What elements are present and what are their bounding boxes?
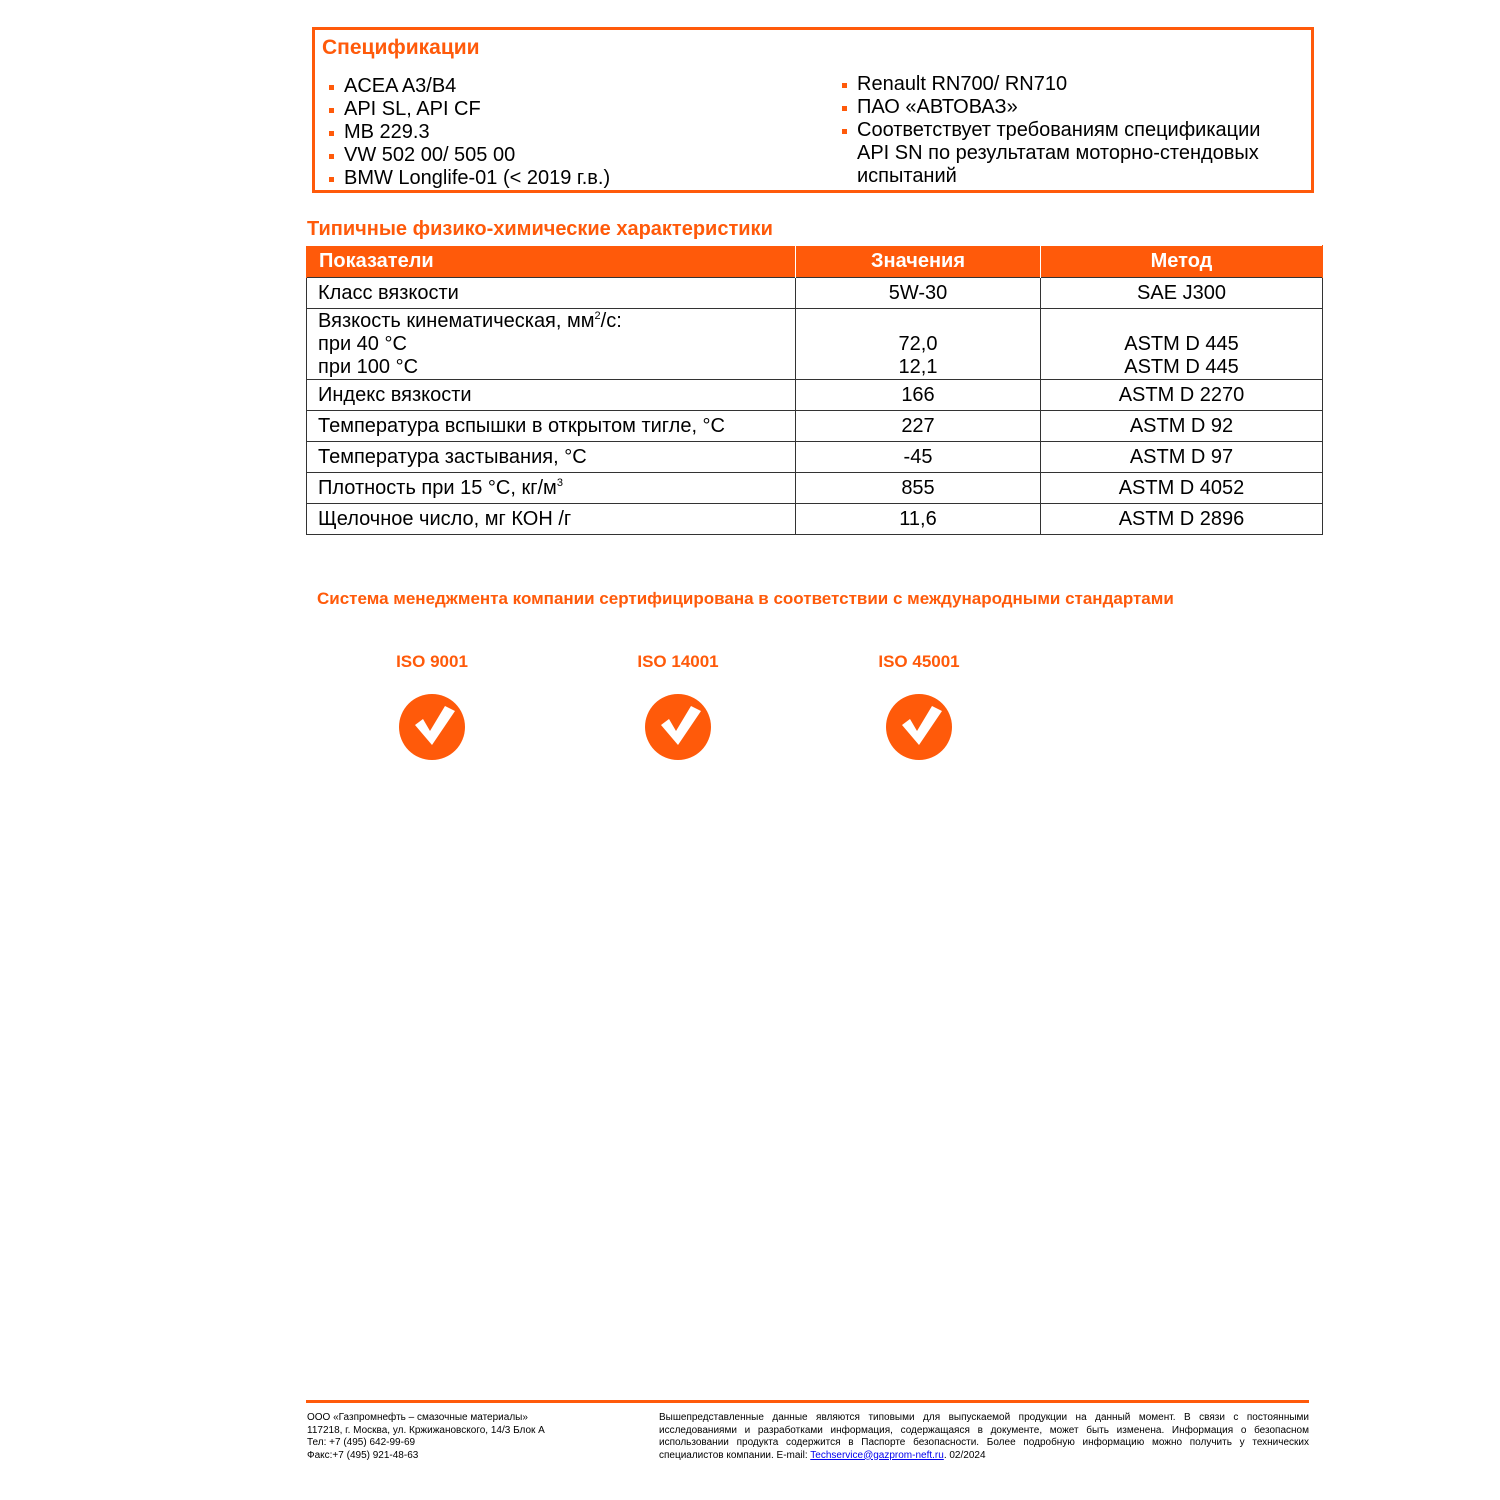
table-row xyxy=(307,278,1323,309)
property-value: 11,6 xyxy=(796,504,1041,535)
property-subcondition: при 100 °С xyxy=(318,356,419,378)
property-method: ASTM D 2896 xyxy=(1041,504,1323,535)
property-method: SAE J300 xyxy=(1041,278,1323,309)
disclaimer-text: Вышепредставленные данные являются типовыми для выпускаемой продукции на данный момент. В связи с постоянными исследованиями и разработками информация, содержащаяся в документе, может быть изменена. Информация о безопасном использовании продукта содержится в Паспорте безопасности. Более подробную информацию можно получить у технических специалистов компании. E-mail: xyxy=(659,1412,1309,1461)
property-method-40: ASTM D 445 xyxy=(1124,333,1239,355)
footer-contacts xyxy=(307,1412,545,1462)
spec-item: Соответствует требованиям спецификации API SN по результатам моторно-стендовых испытаний xyxy=(840,119,1295,188)
footer-address: 117218, г. Москва, ул. Кржижановского, 14/3 Блок А xyxy=(307,1424,545,1436)
footer-divider xyxy=(306,1400,1309,1403)
property-name-tail: /с: xyxy=(600,310,622,332)
spec-item: MB 229.3 xyxy=(327,121,610,144)
footer-fax: Факс:+7 (495) 921-48-63 xyxy=(307,1449,419,1461)
table-row xyxy=(307,504,1323,535)
table-row xyxy=(307,411,1323,442)
footer-phone: Тел: +7 (495) 642-99-69 xyxy=(307,1437,416,1448)
property-name: Щелочное число, мг КОН /г xyxy=(307,504,796,535)
property-name: Температура вспышки в открытом тигле, °С xyxy=(307,411,796,442)
property-name: Класс вязкости xyxy=(307,278,796,309)
cert-label: ISO 14001 xyxy=(637,652,719,671)
property-name: Температура застывания, °С xyxy=(307,442,796,473)
spec-item: Renault RN700/ RN710 xyxy=(840,73,1295,96)
property-method: ASTM D 2270 xyxy=(1041,380,1323,411)
document-date: . 02/2024 xyxy=(943,1449,986,1461)
checkmark-circle-icon xyxy=(645,694,711,760)
spec-item: API SL, API CF xyxy=(327,98,610,121)
table-row xyxy=(307,309,1323,380)
property-name xyxy=(307,309,796,380)
table-header-row xyxy=(307,246,1323,278)
table-row xyxy=(307,380,1323,411)
header-method: Метод xyxy=(1041,246,1323,278)
spec-item: VW 502 00/ 505 00 xyxy=(327,144,610,167)
property-value: 227 xyxy=(796,411,1041,442)
superscript: 2 xyxy=(594,310,601,322)
property-name: Индекс вязкости xyxy=(307,380,796,411)
superscript: 3 xyxy=(556,476,563,489)
spec-item: ACEA A3/B4 xyxy=(327,75,610,98)
specifications-list-right xyxy=(840,73,1295,188)
spec-item: BMW Longlife-01 (< 2019 г.в.) xyxy=(327,167,610,190)
footer-disclaimer xyxy=(659,1412,1309,1462)
property-method: ASTM D 97 xyxy=(1041,442,1323,473)
properties-table xyxy=(306,245,1323,535)
certification-title: Система менеджмента компании сертифицирована в соответствии с международными стандартами xyxy=(317,589,1174,608)
property-subcondition: при 40 °С xyxy=(318,333,407,355)
spec-item: ПАО «АВТОВАЗ» xyxy=(840,96,1295,119)
cert-label: ISO 45001 xyxy=(878,652,960,671)
property-value: -45 xyxy=(796,442,1041,473)
property-value: 5W-30 xyxy=(796,278,1041,309)
table-row xyxy=(307,473,1323,504)
iso-45001-badge xyxy=(849,652,989,760)
property-value: 855 xyxy=(796,473,1041,504)
property-method xyxy=(1041,309,1323,380)
property-name xyxy=(307,473,796,504)
specifications-box xyxy=(312,27,1314,193)
checkmark-circle-icon xyxy=(886,694,952,760)
iso-14001-badge xyxy=(608,652,748,760)
specifications-title: Спецификации xyxy=(322,36,480,59)
footer-company: ООО «Газпромнефть – смазочные материалы» xyxy=(307,1412,528,1423)
header-value: Значения xyxy=(796,246,1041,278)
properties-title: Типичные физико-химические характеристики xyxy=(307,218,773,240)
email-link[interactable]: Techservice@gazprom-neft.ru xyxy=(810,1449,944,1461)
property-method: ASTM D 92 xyxy=(1041,411,1323,442)
property-value xyxy=(796,309,1041,380)
table-row xyxy=(307,442,1323,473)
property-value-100: 12,1 xyxy=(898,356,938,378)
property-name-main: Вязкость кинематическая, мм xyxy=(318,310,595,332)
property-method-100: ASTM D 445 xyxy=(1124,356,1239,378)
checkmark-circle-icon xyxy=(399,694,465,760)
property-name-main: Плотность при 15 °С, кг/м xyxy=(318,476,557,499)
property-value-40: 72,0 xyxy=(898,333,938,355)
iso-9001-badge xyxy=(362,652,502,760)
property-value: 166 xyxy=(796,380,1041,411)
cert-label: ISO 9001 xyxy=(396,652,468,671)
specifications-list-left xyxy=(327,75,610,190)
property-method: ASTM D 4052 xyxy=(1041,473,1323,504)
header-indicator: Показатели xyxy=(307,246,796,278)
